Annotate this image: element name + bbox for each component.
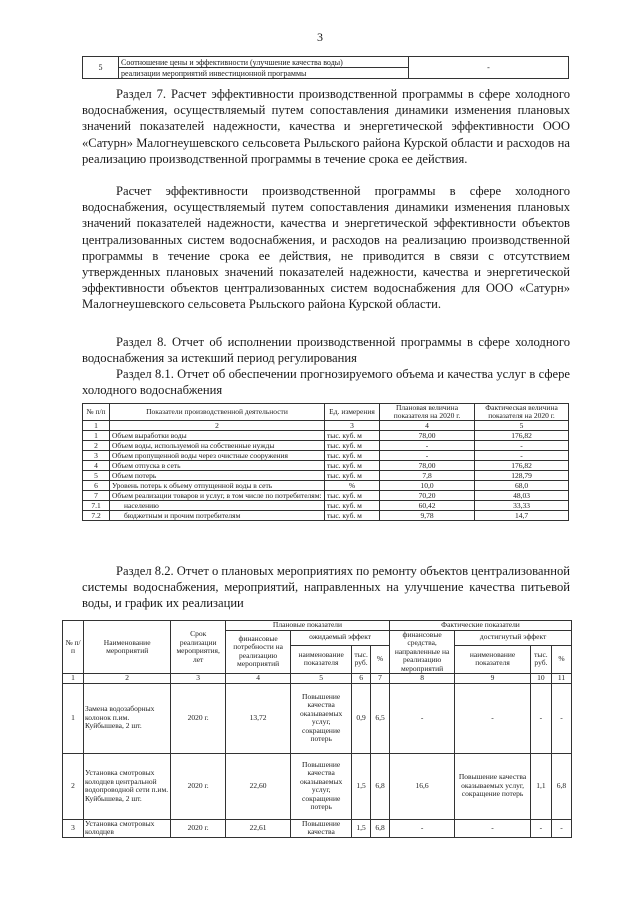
row-indicator: населению xyxy=(110,501,325,511)
row-fact: 176,82 xyxy=(475,461,569,471)
row-plan: - xyxy=(380,451,475,461)
t1-colnum: 1 xyxy=(83,421,110,431)
t1-header-plan: Плановая величина показателя на 2020 г. xyxy=(380,404,475,421)
t2-header-fact-effect-rub: тыс. руб. xyxy=(530,645,551,673)
row-num: 7.2 xyxy=(83,511,110,521)
t2-colnum: 2 xyxy=(84,674,171,684)
top-table-text-line1: Соотношение цены и эффективности (улучшение качества воды) xyxy=(119,57,409,68)
t2-colnum: 11 xyxy=(551,674,571,684)
row-plan: 9,78 xyxy=(380,511,475,521)
row-indicator: бюджетным и прочим потребителям xyxy=(110,511,325,521)
row-unit: тыс. куб. м xyxy=(325,511,380,521)
table-row xyxy=(83,441,569,451)
row-plan: 78,00 xyxy=(380,461,475,471)
t2-column-numbers xyxy=(63,674,572,684)
row-unit: тыс. куб. м xyxy=(325,441,380,451)
section81-paragraph: Раздел 8.1. Отчет об обеспечении прогнозируемого объема и качества услуг в сфере холодного водоснабжения xyxy=(82,367,570,398)
t2-header-fact-effect-name: наименование показателя xyxy=(455,645,531,673)
row-plan-rub: 1,5 xyxy=(352,819,371,837)
t1-colnum: 2 xyxy=(110,421,325,431)
row-measure-name: Замена водозаборных колонок п.им. Куйбышева, 2 шт. xyxy=(84,683,171,753)
top-table-text-line2: реализации мероприятий инвестиционной программы xyxy=(119,68,409,79)
top-table xyxy=(82,56,569,79)
row-num: 2 xyxy=(63,753,84,819)
table-row xyxy=(83,511,569,521)
row-fact-rub: 1,1 xyxy=(530,753,551,819)
t2-colnum: 6 xyxy=(352,674,371,684)
row-plan: - xyxy=(380,441,475,451)
row-num: 3 xyxy=(63,819,84,837)
table-row xyxy=(83,451,569,461)
top-table-num: 5 xyxy=(83,57,119,79)
row-term: 2020 г. xyxy=(171,683,226,753)
t2-colnum: 9 xyxy=(455,674,531,684)
t2-header-term: Срок реализации мероприятия, лет xyxy=(171,621,226,674)
row-indicator: Объем отпуска в сеть xyxy=(110,461,325,471)
t1-header-unit: Ед. измерения xyxy=(325,404,380,421)
row-plan: 60,42 xyxy=(380,501,475,511)
row-measure-name: Установка смотровых колодцев центральной водопроводной сети п.им. Куйбышева, 2 шт. xyxy=(84,753,171,819)
t2-colnum: 10 xyxy=(530,674,551,684)
row-plan-fin: 22,61 xyxy=(225,819,290,837)
row-unit: тыс. куб. м xyxy=(325,461,380,471)
row-fact: 176,82 xyxy=(475,431,569,441)
measures-table xyxy=(62,620,572,838)
t1-colnum: 5 xyxy=(475,421,569,431)
t2-header-num: № п/п xyxy=(63,621,84,674)
row-fact-effect: - xyxy=(455,683,531,753)
row-fact: 14,7 xyxy=(475,511,569,521)
row-indicator: Уровень потерь к объему отпущенной воды в сеть xyxy=(110,481,325,491)
section7-paragraph2: Расчет эффективности производственной программы в сфере холодного водоснабжения, осуществляемый путем сопоставления динамики изменения плановых значений показателей надежности, качества и энергетической эффективности объектов централизованных систем водоснабжения, и расходов на реализацию производственной программы в течение срока ее действия, не приводится в связи с отсутствием утвержденных плановых значений показателей надежности, качества и энергетической эффективности объектов централизованных систем водоснабжения для ООО «Сатурн» Малогнеушевского сельсовета Рыльского района Курской области. xyxy=(82,184,570,312)
row-fact: 68,0 xyxy=(475,481,569,491)
row-fact-fin: - xyxy=(390,819,455,837)
row-unit: тыс. куб. м xyxy=(325,431,380,441)
row-num: 7.1 xyxy=(83,501,110,511)
page-number: 3 xyxy=(317,30,323,44)
table-row xyxy=(83,461,569,471)
t2-header-fact-effect: достигнутый эффект xyxy=(455,630,572,645)
t2-colnum: 1 xyxy=(63,674,84,684)
row-fact: 128,79 xyxy=(475,471,569,481)
t2-colnum: 8 xyxy=(390,674,455,684)
table-row xyxy=(63,753,572,819)
section82-paragraph: Раздел 8.2. Отчет о плановых мероприятиях по ремонту объектов централизованной системы водоснабжения, мероприятий, направленных на улучшение качества питьевой воды, и график их реализации xyxy=(82,564,571,611)
t2-header-plan-effect-name: наименование показателя xyxy=(291,645,352,673)
row-fact-pct: 6,8 xyxy=(551,753,571,819)
t2-header-plan-group: Плановые показатели xyxy=(225,621,389,631)
t2-header-plan-effect: ожидаемый эффект xyxy=(291,630,390,645)
t1-header-indicator: Показатели производственной деятельности xyxy=(110,404,325,421)
table-row xyxy=(83,491,569,501)
t2-colnum: 5 xyxy=(291,674,352,684)
row-fact-pct: - xyxy=(551,819,571,837)
t2-colnum: 7 xyxy=(371,674,390,684)
row-plan-rub: 0,9 xyxy=(352,683,371,753)
row-plan-fin: 13,72 xyxy=(225,683,290,753)
row-indicator: Объем потерь xyxy=(110,471,325,481)
row-fact-effect: - xyxy=(455,819,531,837)
row-fact-pct: - xyxy=(551,683,571,753)
t2-header-fact-group: Фактические показатели xyxy=(390,621,572,631)
row-num: 3 xyxy=(83,451,110,461)
row-term: 2020 г. xyxy=(171,753,226,819)
t1-colnum: 4 xyxy=(380,421,475,431)
row-indicator: Объем выработки воды xyxy=(110,431,325,441)
row-fact-effect: Повышение качества оказываемых услуг, сокращение потерь xyxy=(455,753,531,819)
row-num: 1 xyxy=(63,683,84,753)
row-fact: - xyxy=(475,441,569,451)
row-unit: % xyxy=(325,481,380,491)
table-row xyxy=(63,819,572,837)
t2-colnum: 3 xyxy=(171,674,226,684)
table-row xyxy=(83,431,569,441)
row-fact: 48,03 xyxy=(475,491,569,501)
row-fact: - xyxy=(475,451,569,461)
row-measure-name: Установка смотровых колодцев xyxy=(84,819,171,837)
row-fact-rub: - xyxy=(530,819,551,837)
row-unit: тыс. куб. м xyxy=(325,451,380,461)
row-plan-effect: Повышение качества оказываемых услуг, сокращение потерь xyxy=(291,683,352,753)
t1-header-num: № п/п xyxy=(83,404,110,421)
row-plan-pct: 6,8 xyxy=(371,819,390,837)
row-plan-fin: 22,60 xyxy=(225,753,290,819)
row-num: 4 xyxy=(83,461,110,471)
table-row xyxy=(83,481,569,491)
t1-column-numbers xyxy=(83,421,569,431)
row-plan-pct: 6,8 xyxy=(371,753,390,819)
table-row xyxy=(83,471,569,481)
t2-colnum: 4 xyxy=(225,674,290,684)
table-row xyxy=(63,683,572,753)
row-indicator: Объем воды, используемой на собственные нужды xyxy=(110,441,325,451)
t2-header-plan-effect-rub: тыс. руб. xyxy=(352,645,371,673)
row-unit: тыс. куб. м xyxy=(325,491,380,501)
row-indicator: Объем пропущенной воды через очистные сооружения xyxy=(110,451,325,461)
t2-header-plan-effect-pct: % xyxy=(371,645,390,673)
row-fact-rub: - xyxy=(530,683,551,753)
volume-quality-table xyxy=(82,403,569,521)
row-num: 1 xyxy=(83,431,110,441)
row-plan-effect: Повышение качества xyxy=(291,819,352,837)
row-plan: 70,20 xyxy=(380,491,475,501)
row-fact-fin: 16,6 xyxy=(390,753,455,819)
row-fact-fin: - xyxy=(390,683,455,753)
row-unit: тыс. куб. м xyxy=(325,471,380,481)
t1-colnum: 3 xyxy=(325,421,380,431)
row-term: 2020 г. xyxy=(171,819,226,837)
t2-header-name: Наименование мероприятий xyxy=(84,621,171,674)
row-plan-rub: 1,5 xyxy=(352,753,371,819)
row-num: 6 xyxy=(83,481,110,491)
t2-header-fact-effect-pct: % xyxy=(551,645,571,673)
row-plan: 10,0 xyxy=(380,481,475,491)
section7-paragraph1: Раздел 7. Расчет эффективности производственной программы в сфере холодного водоснабжения, осуществляемый путем сопоставления динамики изменения плановых значений показателей надежности, качества и энергетической эффективности ООО «Сатурн» Малогнеушевского сельсовета Рыльского района Курской области и расходов на реализацию производственной программы в течение срока ее действия. xyxy=(82,87,570,166)
row-plan-effect: Повышение качества оказываемых услуг, сокращение потерь xyxy=(291,753,352,819)
row-plan: 78,00 xyxy=(380,431,475,441)
row-num: 5 xyxy=(83,471,110,481)
t2-header-fact-fin: финансовые средства, направленные на реализацию мероприятий xyxy=(390,630,455,674)
row-unit: тыс. куб. м xyxy=(325,501,380,511)
section8-paragraph1: Раздел 8. Отчет об исполнении производственной программы в сфере холодного водоснабжения за истекший период регулирования xyxy=(82,335,570,366)
row-indicator: Объем реализации товаров и услуг, в том числе по потребителям: xyxy=(110,491,325,501)
row-num: 7 xyxy=(83,491,110,501)
row-plan-pct: 6,5 xyxy=(371,683,390,753)
top-table-value: - xyxy=(409,57,569,79)
t2-header-plan-fin: финансовые потребности на реализацию мероприятий xyxy=(225,630,290,674)
row-plan: 7,8 xyxy=(380,471,475,481)
table-row xyxy=(83,501,569,511)
row-num: 2 xyxy=(83,441,110,451)
row-fact: 33,33 xyxy=(475,501,569,511)
t1-header-fact: Фактическая величина показателя на 2020 г. xyxy=(475,404,569,421)
